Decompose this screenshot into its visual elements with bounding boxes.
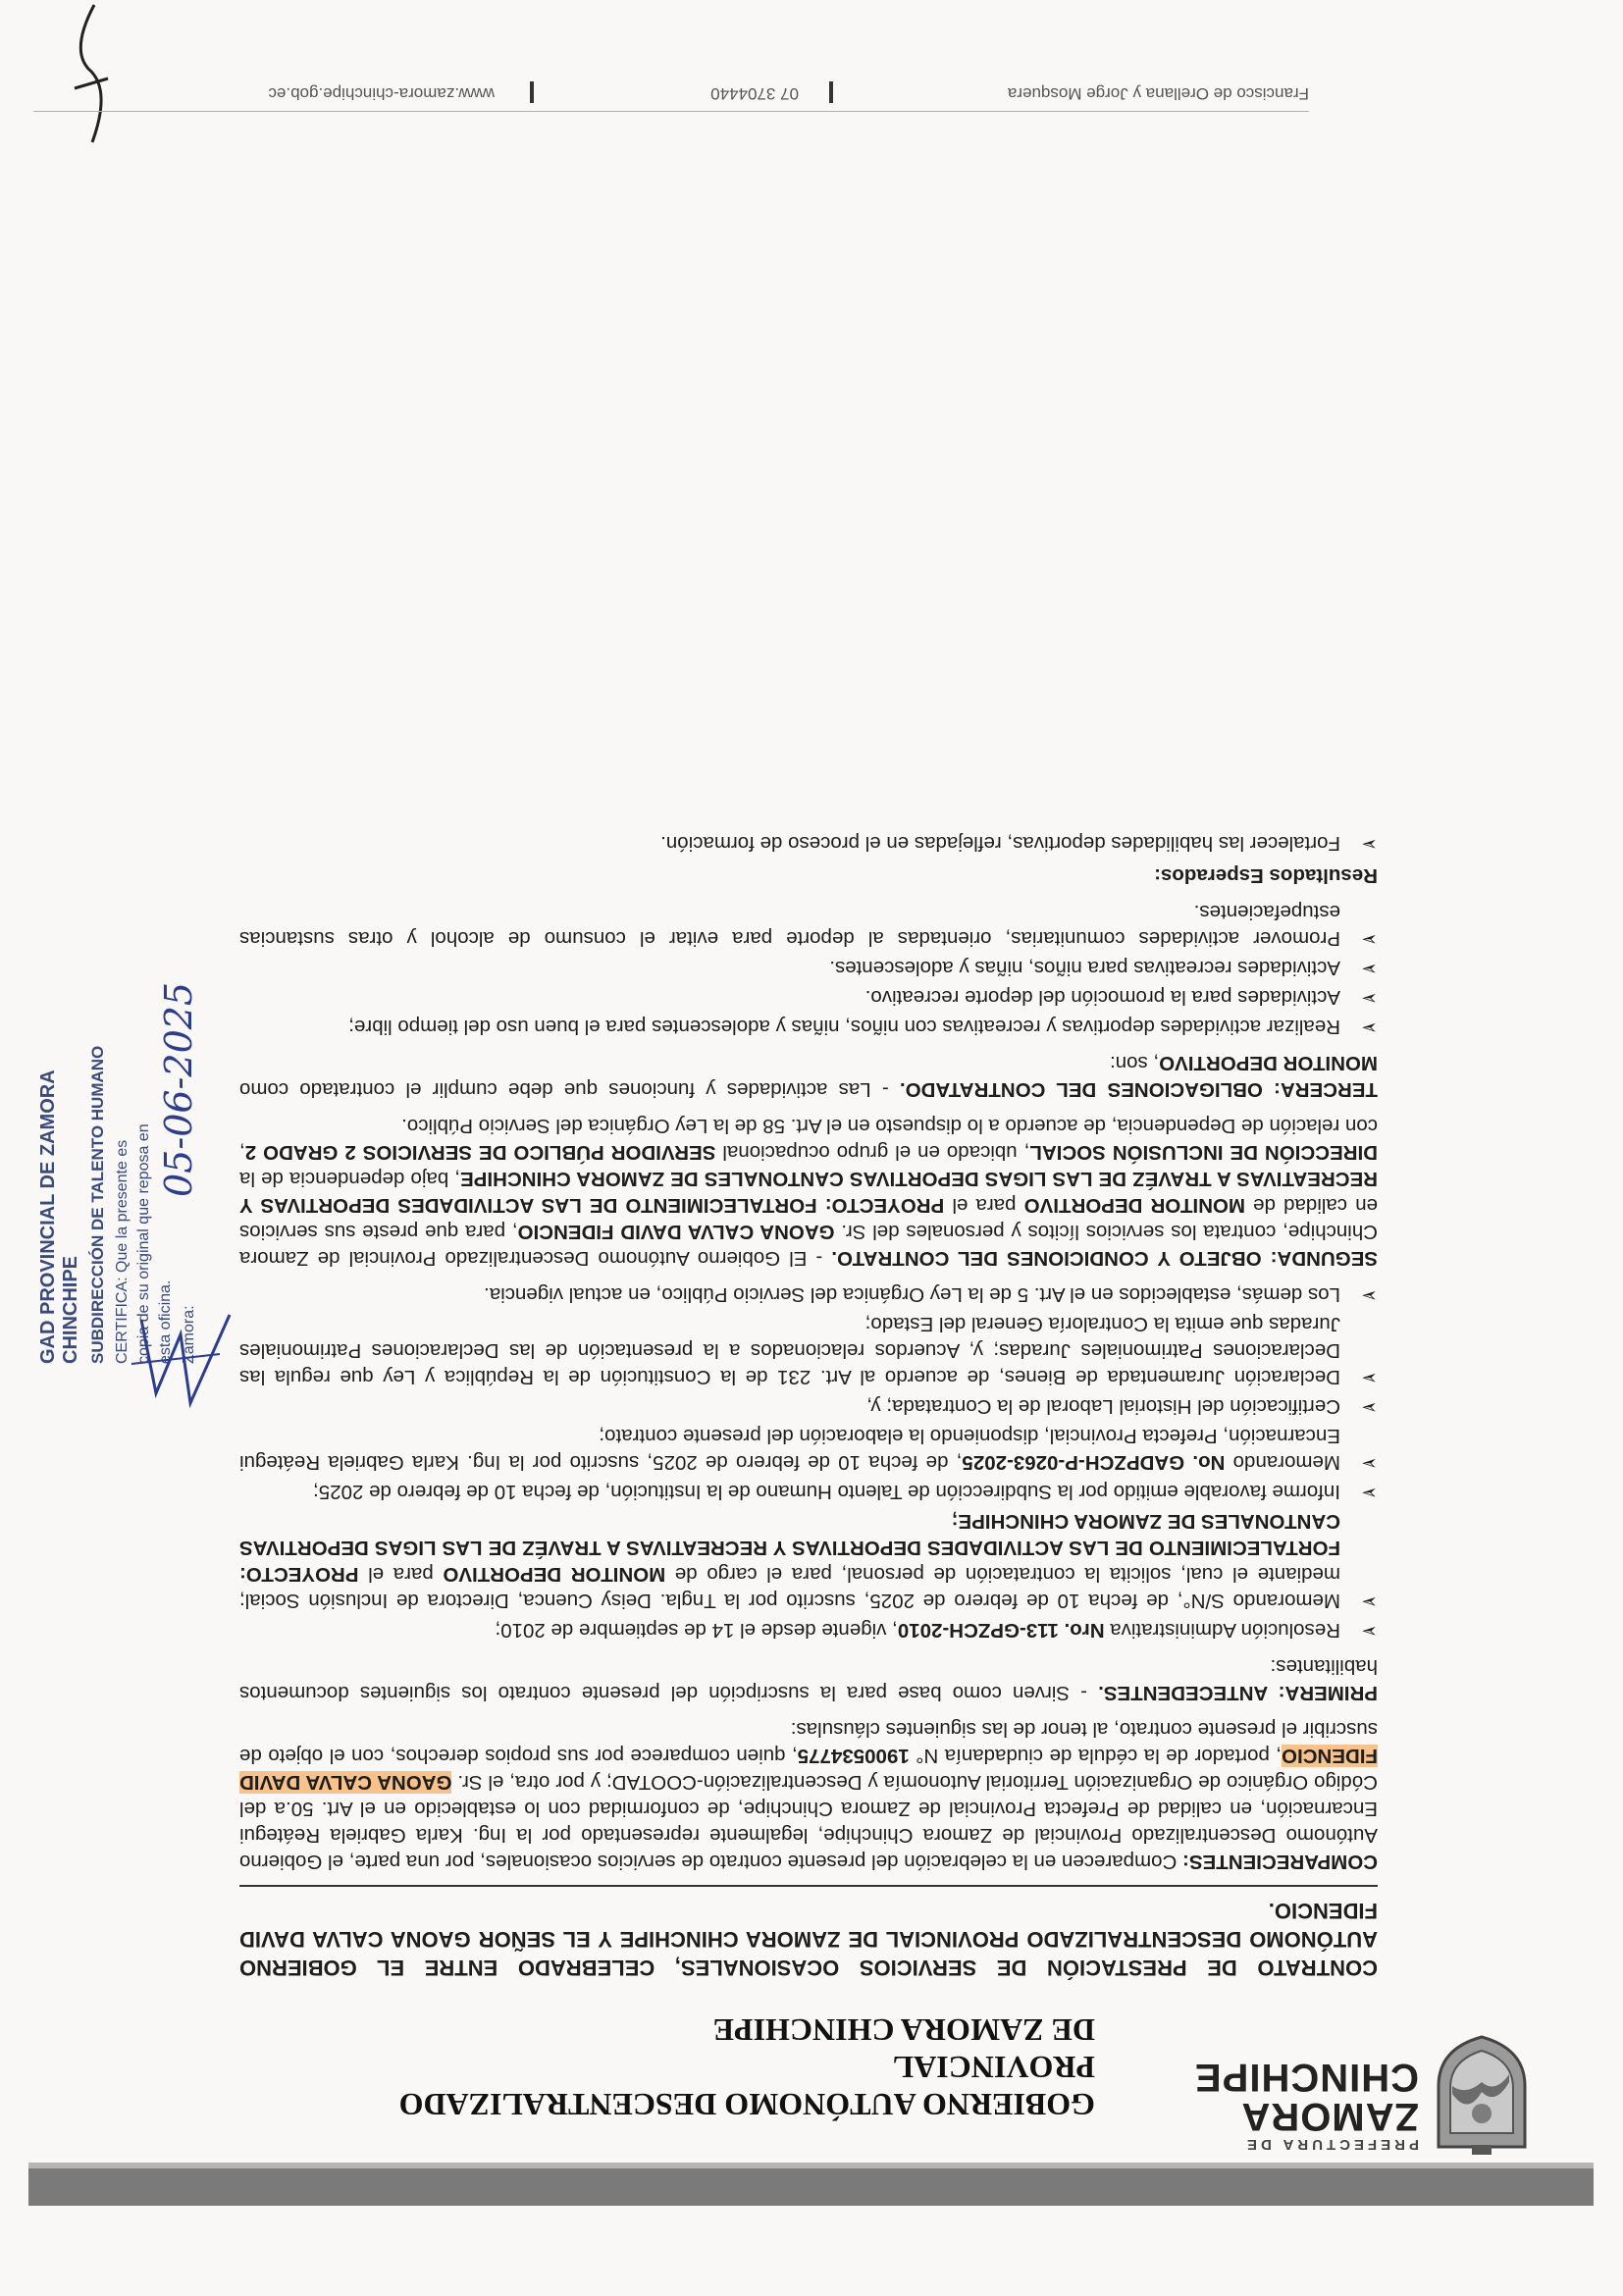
list-item: ➢ Actividades para la promoción del deporte recreativo. (864, 986, 1378, 1009)
tercera-clause: TERCERA: OBLIGACIONES DEL CONTRATADO. - Las actividades y funciones que debe cumplir el contratado como MONITOR DEPORTIVO, son: (239, 1052, 1378, 1101)
arrow-bullet-icon: ➢ (1361, 1620, 1378, 1642)
margin-initial-icon (63, 0, 122, 147)
list-item: ➢ Certificación del Historial Laboral de la Contratada; y, (866, 1395, 1378, 1418)
stamp-line: GAD PROVINCIAL DE ZAMORA CHINCHIPE (37, 1070, 81, 1364)
list-item: ➢ Declaración Juramentada de Bienes, de acuerdo al Art. 231 de la Constitución de la República y Ley que regula las Declaraciones Patrimoniales Juradas; y, Acuerdos relacionados a la presentación de las Declaraciones Patrimoniales Juradas que emita la Contraloría General del Estado; (239, 1313, 1378, 1388)
handwritten-signature-icon (112, 1295, 249, 1413)
obligaciones-list (239, 899, 1378, 1040)
list-item: ➢ Memorando No. GADPZCH-P-0263-2025, de fecha 10 de febrero de 2025, suscrito por la Ing. Karla Gabriela Reátegui Encarnación, Prefecta Provincial, disponiendo la elaboración del presente contrato; (239, 1425, 1378, 1474)
clause-heading: COMPARECIENTES: (1182, 1851, 1378, 1873)
arrow-bullet-icon: ➢ (1361, 1452, 1378, 1474)
clause-heading: SEGUNDA: OBJETO Y CONDICIONES DEL CONTRATO. (831, 1247, 1378, 1270)
list-item: ➢ Realizar actividades deportivas y recreativas con niños, niñas y adolescentes para el buen uso del tiempo libre; (348, 1016, 1378, 1038)
handwritten-date: 05-06-2025 (157, 981, 200, 1197)
list-item: ➢ Actividades recreativas para niños, niñas y adolescentes. (829, 957, 1378, 979)
footer-separator (530, 81, 534, 103)
arrow-bullet-icon: ➢ (1361, 1017, 1378, 1038)
header-band (28, 2168, 1594, 2206)
clause-heading: TERCERA: OBLIGACIONES DEL CONTRATADO. (899, 1078, 1378, 1101)
stamp-line: CERTIFICA: Que la presente es (114, 1139, 131, 1364)
footer-website: www.zamora-chinchipe.gob.ec (268, 84, 495, 103)
arrow-bullet-icon: ➢ (1361, 1591, 1378, 1612)
list-item: ➢ Los demás, establecidos en el Art. 5 de la Ley Orgánica del Servicio Público, en actual vigencia. (484, 1283, 1378, 1306)
clause-text: , portador de la cédula de ciudadanía N° (909, 1745, 1283, 1767)
arrow-bullet-icon: ➢ (1361, 1482, 1378, 1503)
list-item: ➢ Promover actividades comunitarias, orientadas al deporte para evitar el consumo de alcohol y otras sustancias estupefacientes. (239, 901, 1378, 950)
stamp-line: SUBDIRECCIÓN DE TALENTO HUMANO (88, 1045, 107, 1364)
clause-heading: PRIMERA: ANTECEDENTES. (1098, 1682, 1378, 1704)
comparecientes-clause (239, 1716, 1378, 1875)
highlighted-name: GAONA CALVA DAVID FIDENCIO (239, 1745, 1378, 1794)
list-item: ➢ Informe favorable emitido por la Subdirección de Talento Humano de la Institución, de fecha 10 de febrero de 2025; (313, 1481, 1378, 1503)
footer-separator (829, 81, 833, 103)
id-number: 1900534775 (797, 1745, 910, 1767)
clause-text: , quien comparece por sus propios derechos, con el objeto de suscribir el presente contrato, al tenor de las siguientes cláusulas: (239, 1718, 1378, 1767)
resultados-heading: Resultados Esperados: (1154, 864, 1378, 887)
stamp-line: esta oficina. (157, 1279, 174, 1364)
coat-of-arms-icon (1429, 2035, 1535, 2155)
segunda-clause: SEGUNDA: OBJETO Y CONDICIONES DEL CONTRATO. - El Gobierno Autónomo Descentralizado Provincial de Zamora Chinchipe, contrata los servicios lícitos y personales del Sr. GAONA CALVA DAVID FIDENCIO, para que preste sus servicios en calidad de MONITOR DEPORTIVO para el PROYECTO: FORTALECIMIENTO DE LAS ACTIVIDADES DEPORTIVAS Y RECREATIVAS A TRAVÉZ DE LAS LIGAS DEPORTIVAS CANTONALES DE ZAMORA CHINCHIPE, bajo dependencia de la DIRECCIÓN DE INCLUSIÓN SOCIAL, ubicado en el grupo ocupacional SERVIDOR PÚBLICO DE SERVICIOS 2 GRADO 2, con relación de Dependencia, de acuerdo a lo dispuesto en el Art. 58 de la Ley Orgánica del Servicio Público. (239, 1115, 1378, 1270)
institution-name-line2: DE ZAMORA CHINCHIPE (712, 2012, 1095, 2048)
contract-body (239, 820, 1378, 1982)
arrow-bullet-icon: ➢ (1361, 1284, 1378, 1306)
contract-title: CONTRATO DE PRESTACIÓN DE SERVICIOS OCASIONALES, CELEBRADO ENTRE EL GOBIERNO AUTÓNOMO DESCENTRALIZADO PROVINCIAL DE ZAMORA CHINCHIPE Y EL SEÑOR GAONA CALVA DAVID FIDENCIO. (239, 1885, 1378, 1982)
letterhead (4, 2012, 1535, 2159)
clause-text: - Sirven como base para la suscripción del presente contrato los siguientes documentos habilitantes: (239, 1655, 1378, 1704)
footer-phone: 07 3704440 (710, 84, 799, 103)
brand-name-line2: CHINCHIPE (1193, 2056, 1419, 2099)
list-item: ➢ Fortalecer las habilidades deportivas, reflejadas en el proceso de formación. (660, 832, 1378, 855)
list-item: ➢ Memorando S/N°, de fecha 10 de febrero de 2025, suscrito por la Tngla. Deisy Cuenca, Directora de Inclusión Social; mediante el cual, solicita la contratación de personal, para el cargo de MONITOR DEPORTIVO para el PROYECTO: FORTALECIMIENTO DE LAS ACTIVIDADES DEPORTIVAS Y RECREATIVAS A TRAVÉZ DE LAS LIGAS DEPORTIVAS CANTONALES DE ZAMORA CHINCHIPE; (238, 1510, 1378, 1612)
antecedentes-list (239, 1281, 1378, 1644)
resultados-list (239, 830, 1378, 857)
arrow-bullet-icon: ➢ (1361, 958, 1378, 979)
arrow-bullet-icon: ➢ (1361, 928, 1378, 950)
institution-name-line1: GOBIERNO AUTÓNOMO DESCENTRALIZADO PROVINCIAL (398, 2050, 1095, 2122)
list-item: ➢ Resolución Administrativa Nro. 113-GPZCH-2010, vigente desde el 14 de septiembre de 2010; (495, 1619, 1378, 1642)
stamp-line: Zamora: (181, 1305, 197, 1364)
primera-clause (239, 1653, 1378, 1706)
stamp-line: copia de su original que reposa en (135, 1123, 152, 1364)
arrow-bullet-icon: ➢ (1361, 987, 1378, 1009)
header-band-accent (28, 2163, 1594, 2168)
brand-name-line1: ZAMORA (1240, 2095, 1419, 2138)
arrow-bullet-icon: ➢ (1361, 833, 1378, 855)
brand-small-text: PREFECTURA DE (1243, 2136, 1419, 2153)
brand-block (1105, 2058, 1419, 2153)
clause-text: Comparecen en la celebración del presente contrato de servicios ocasionales, por una parte, el Gobierno Autónomo Descentralizado Provincial de Zamora Chinchipe, legalmente representado por la Ing. Karla Gabriela Reátegui Encarnación, en calidad de Prefecta Provincial de Zamora Chinchipe, de conformidad con lo establecido en el Art. 50.a del Código Orgánico de Organización Territorial Autonomía y Descentralización-COOTAD; y por otra, el Sr. (239, 1771, 1378, 1873)
arrow-bullet-icon: ➢ (1361, 1367, 1378, 1388)
footer-address: Francisco de Orellana y Jorge Mosquera (1007, 84, 1309, 103)
page-footer (33, 76, 1309, 112)
institution-name (389, 2011, 1095, 2123)
arrow-bullet-icon: ➢ (1361, 1396, 1378, 1418)
